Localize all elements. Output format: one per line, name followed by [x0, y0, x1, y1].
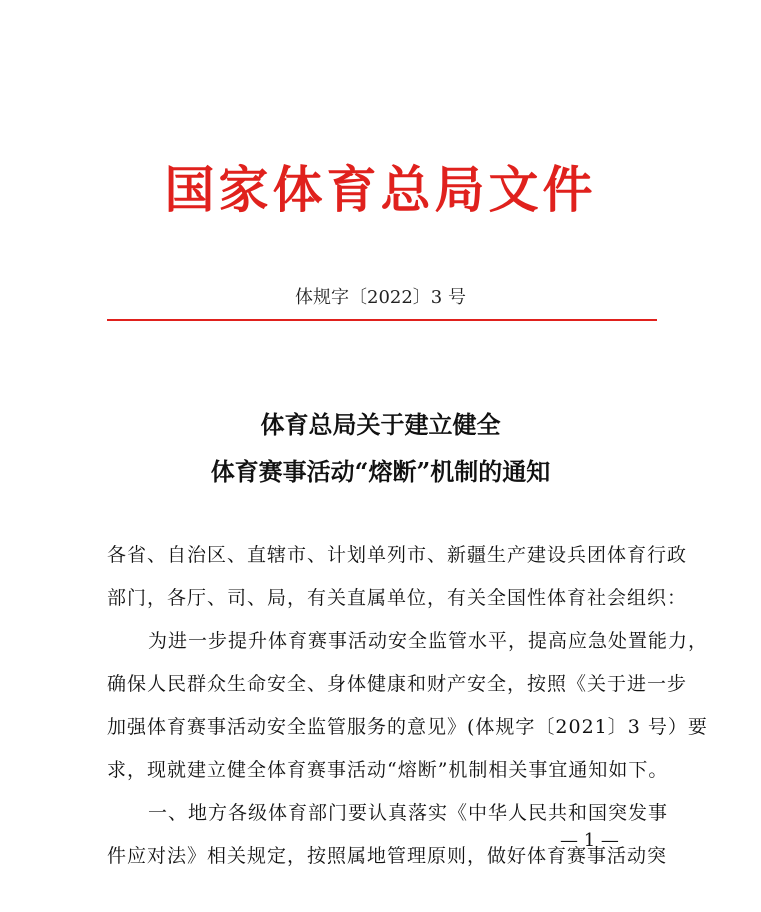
- body-line-7: 一、地方各级体育部门要认真落实《中华人民共和国突发事: [148, 802, 669, 824]
- red-divider: [107, 319, 657, 321]
- body-line-2: 部门，各厅、司、局，有关直属单位，有关全国性体育社会组织：: [107, 587, 688, 609]
- issuer-title: 国家体育总局文件: [164, 161, 597, 219]
- body-line-3: 为进一步提升体育赛事活动安全监管水平，提高应急处置能力，: [148, 630, 709, 652]
- body-line-8: 件应对法》相关规定，按照属地管理原则，做好体育赛事活动突: [107, 845, 668, 867]
- page-number: — 1 —: [560, 830, 619, 851]
- body-line-1: 各省、自治区、直辖市、计划单列市、新疆生产建设兵团体育行政: [107, 544, 688, 566]
- document-title-line-2: 体育赛事活动“熔断”机制的通知: [210, 457, 551, 486]
- body-line-5: 加强体育赛事活动安全监管服务的意见》(体规字〔2021〕3 号）要: [107, 716, 708, 738]
- document-title-line-1: 体育总局关于建立健全: [260, 410, 501, 439]
- body-line-6: 求，现就建立健全体育赛事活动“熔断”机制相关事宜通知如下。: [107, 759, 669, 781]
- document-number: 体规字〔2022〕3 号: [295, 287, 466, 308]
- body-line-4: 确保人民群众生命安全、身体健康和财产安全，按照《关于进一步: [107, 673, 688, 695]
